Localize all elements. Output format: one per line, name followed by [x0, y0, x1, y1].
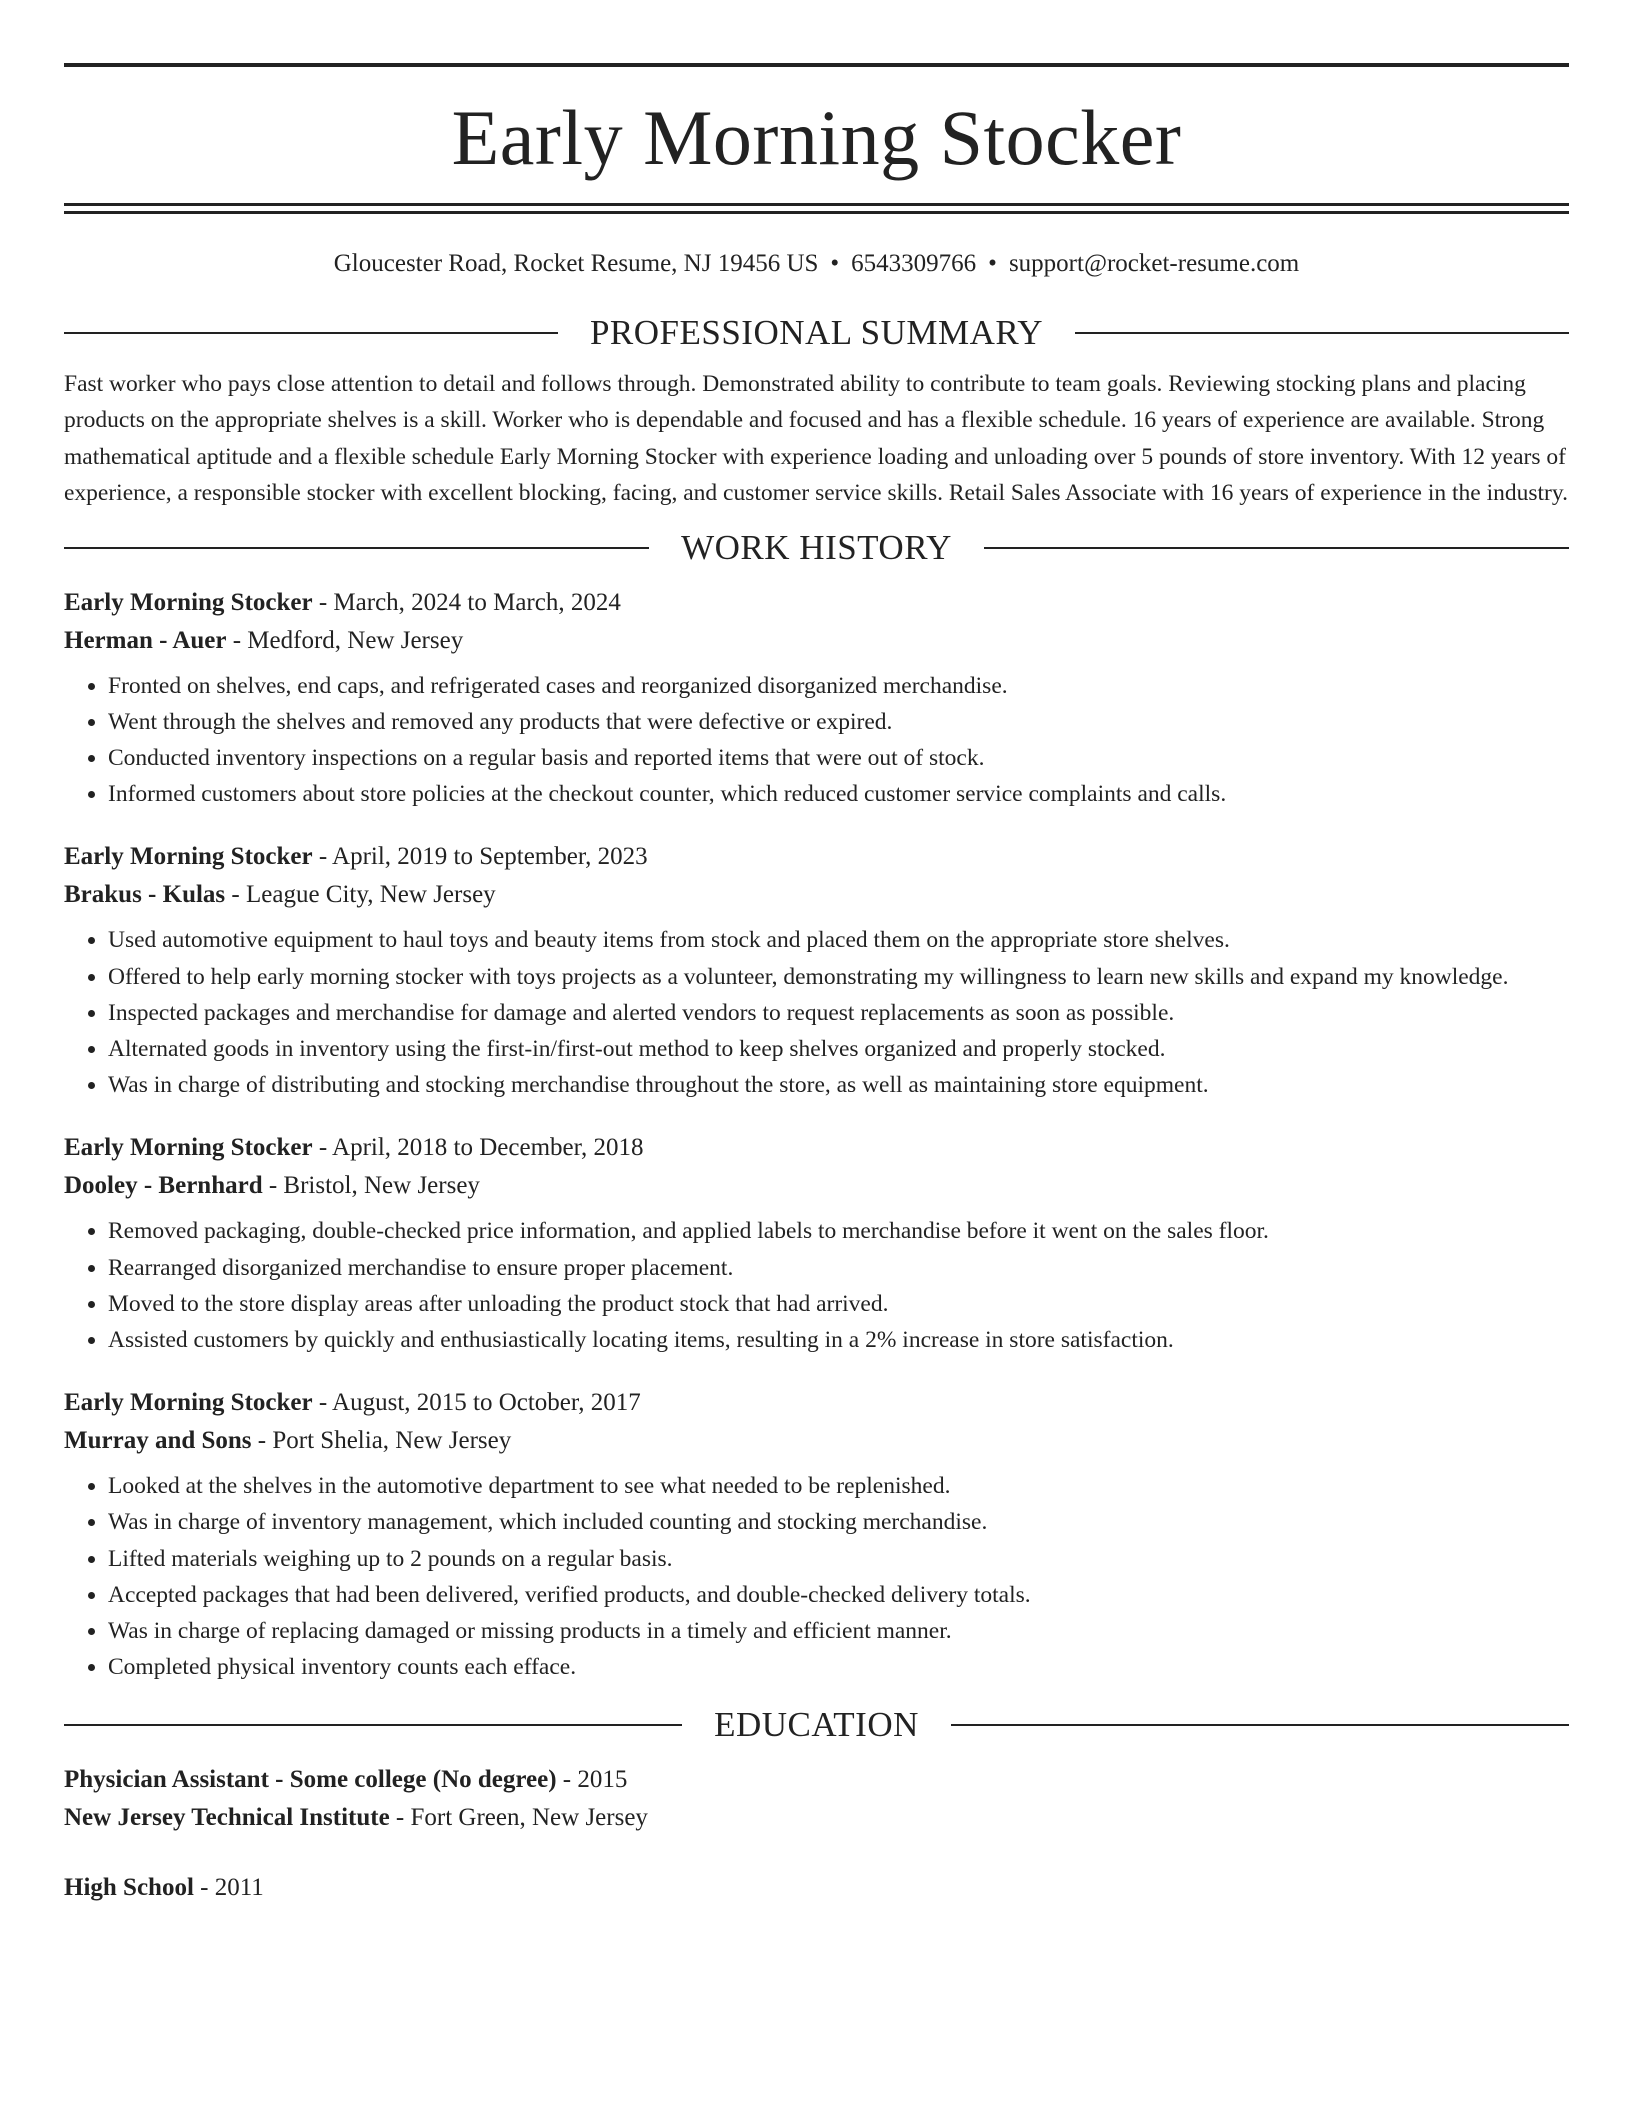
contact-phone: 6543309766	[851, 250, 977, 277]
job-entry	[64, 838, 1569, 1103]
job-dates: - August, 2015 to October, 2017	[312, 1389, 641, 1417]
job-bullet: • Conducted inventory inspections on a regular basis and reported items that were out of stock.	[108, 740, 1569, 776]
education-school-line	[64, 1799, 1569, 1837]
job-bullet: • Assisted customers by quickly and enthusiastically locating items, resulting in a 2% increase in store satisfaction.	[108, 1322, 1569, 1358]
job-entry	[64, 1384, 1569, 1685]
job-bullet: • Lifted materials weighing up to 2 pounds on a regular basis.	[108, 1541, 1569, 1577]
job-title-line	[64, 1129, 1569, 1167]
job-title-line	[64, 838, 1569, 876]
job-bullet: • Was in charge of distributing and stocking merchandise throughout the store, as well as maintaining store equipment.	[108, 1067, 1569, 1103]
job-company-line	[64, 876, 1569, 914]
section-title-summary: PROFESSIONAL SUMMARY	[589, 313, 1044, 352]
contact-separator: •	[988, 250, 997, 277]
education-list	[64, 1761, 1569, 1907]
job-dates: - April, 2019 to September, 2023	[312, 843, 648, 871]
job-title-line	[64, 584, 1569, 622]
job-bullet: • Completed physical inventory counts each efface.	[108, 1649, 1569, 1685]
contact-line	[64, 246, 1569, 282]
section-heading-summary	[64, 313, 1569, 353]
education-degree-line	[64, 1869, 1569, 1907]
job-bullet: • Was in charge of replacing damaged or missing products in a timely and efficient manner.	[108, 1613, 1569, 1649]
job-location: - Bristol, New Jersey	[262, 1172, 480, 1200]
education-year: - 2015	[556, 1766, 628, 1794]
title-double-rule	[64, 203, 1569, 214]
job-location: - Medford, New Jersey	[226, 626, 464, 654]
resume-page	[64, 0, 1569, 1907]
job-company: Herman - Auer	[64, 626, 227, 654]
contact-separator: •	[830, 250, 840, 277]
job-bullet: • Informed customers about store policies at the checkout counter, which reduced customer service complaints and calls.	[108, 776, 1569, 812]
job-bullet: • Rearranged disorganized merchandise to ensure proper placement.	[108, 1250, 1569, 1286]
job-dates: - April, 2018 to December, 2018	[312, 1134, 644, 1162]
education-school: New Jersey Technical Institute	[64, 1804, 390, 1832]
job-bullet: • Offered to help early morning stocker with toys projects as a volunteer, demonstrating my willingness to learn new skills and expand my knowledge.	[108, 959, 1569, 995]
job-bullet: • Removed packaging, double-checked price information, and applied labels to merchandise before it went on the sales floor.	[108, 1213, 1569, 1249]
job-location: - League City, New Jersey	[225, 881, 496, 909]
job-bullet: • Moved to the store display areas after unloading the product stock that had arrived.	[108, 1286, 1569, 1322]
job-company: Brakus - Kulas	[64, 881, 226, 909]
education-location: - Fort Green, New Jersey	[389, 1804, 648, 1832]
job-entry	[64, 584, 1569, 813]
section-heading-work	[64, 528, 1569, 568]
education-entry	[64, 1869, 1569, 1907]
education-year: - 2011	[193, 1874, 264, 1902]
job-bullet: • Looked at the shelves in the automotive department to see what needed to be replenished.	[108, 1468, 1569, 1504]
job-bullets	[64, 1213, 1569, 1358]
section-title-education: EDUCATION	[714, 1705, 919, 1745]
job-bullets	[64, 668, 1569, 813]
education-degree: High School	[64, 1874, 194, 1902]
job-bullet: • Accepted packages that had been delivered, verified products, and double-checked delivery totals.	[108, 1577, 1569, 1613]
job-company-line	[64, 1422, 1569, 1460]
job-bullet: • Used automotive equipment to haul toys and beauty items from stock and placed them on the appropriate store shelves.	[108, 922, 1569, 958]
job-bullet: • Inspected packages and merchandise for damage and alerted vendors to request replacements as soon as possible.	[108, 995, 1569, 1031]
job-title: Early Morning Stocker	[64, 843, 313, 871]
job-title: Early Morning Stocker	[64, 1389, 313, 1417]
work-history-list	[64, 584, 1569, 1686]
contact-email[interactable]: support@rocket-resume.com	[1008, 250, 1300, 277]
education-entry	[64, 1761, 1569, 1837]
education-degree: Physician Assistant - Some college (No degree)	[64, 1766, 557, 1794]
job-bullet: • Went through the shelves and removed any products that were defective or expired.	[108, 704, 1569, 740]
job-title-line	[64, 1384, 1569, 1422]
job-bullet: • Alternated goods in inventory using the first-in/first-out method to keep shelves organized and properly stocked.	[108, 1031, 1569, 1067]
job-bullet: • Was in charge of inventory management, which included counting and stocking merchandise.	[108, 1504, 1569, 1540]
job-company: Murray and Sons	[64, 1427, 252, 1455]
job-company-line	[64, 622, 1569, 660]
job-title: Early Morning Stocker	[64, 1134, 313, 1162]
resume-title: Early Morning Stocker	[451, 94, 1182, 181]
section-title-work: WORK HISTORY	[681, 527, 952, 567]
education-degree-line	[64, 1761, 1569, 1799]
section-heading-education	[64, 1705, 1569, 1745]
job-bullet: • Fronted on shelves, end caps, and refrigerated cases and reorganized disorganized merchandise.	[108, 668, 1569, 704]
job-entry	[64, 1129, 1569, 1358]
job-bullets	[64, 1468, 1569, 1685]
job-dates: - March, 2024 to March, 2024	[312, 588, 621, 616]
job-location: - Port Shelia, New Jersey	[251, 1427, 512, 1455]
job-title: Early Morning Stocker	[64, 588, 313, 616]
professional-summary: Fast worker who pays close attention to detail and follows through. Demonstrated ability to contribute to team goals. Reviewing stocking plans and placing products on the appropriate shelves is a skill. Worker who is dependable and focused and has a flexible schedule. 16 years of experience are available. Strong mathematical aptitude and a flexible schedule Early Morning Stocker with experience loading and unloading over 5 pounds of store inventory. With 12 years of experience, a responsible stocker with excellent blocking, facing, and customer service skills. Retail Sales Associate with 16 years of experience in the industry.	[64, 371, 1568, 507]
job-bullets	[64, 922, 1569, 1103]
job-company: Dooley - Bernhard	[64, 1172, 263, 1200]
contact-address: Gloucester Road, Rocket Resume, NJ 19456 US	[333, 250, 819, 277]
job-company-line	[64, 1167, 1569, 1205]
